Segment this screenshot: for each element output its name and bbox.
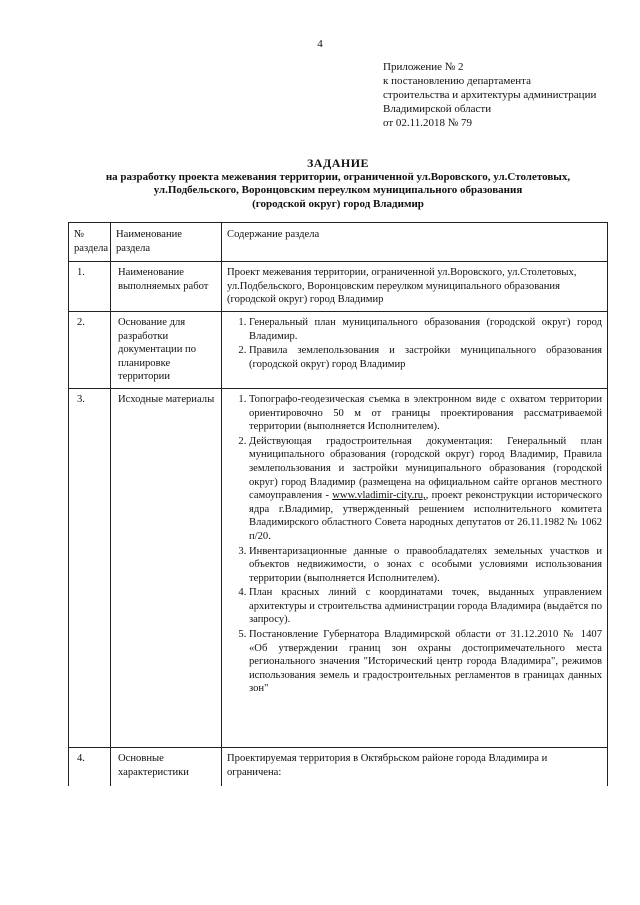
header-section-number: № раздела	[69, 223, 111, 262]
appendix-note	[383, 60, 623, 130]
section-number: 4.	[69, 747, 111, 786]
website-link[interactable]: www.vladimir-city.ru,	[332, 490, 426, 502]
title-line: ул.Подбельского, Воронцовским переулком муниципального образования	[153, 184, 523, 197]
document-title	[68, 157, 608, 211]
appendix-line: к постановлению департамента	[383, 75, 531, 87]
appendix-line: строительства и архитектуры администрации	[383, 89, 597, 101]
table-row	[69, 262, 608, 312]
title-heading: ЗАДАНИЕ	[306, 156, 370, 170]
section-content: Проект межевания территории, ограниченной ул.Воровского, ул.Столетовых, ул.Подбельского, Воронцовским переулком муниципального образования (городской округ) город Владимир	[222, 262, 608, 312]
content-list	[227, 316, 602, 371]
section-name: Наименование выполняемых работ	[111, 262, 222, 312]
list-item: 1. Генеральный план муниципального образования (городской округ) город Владимир.	[249, 316, 602, 343]
list-item: 2. Правила землепользования и застройки муниципального образования (городской округ) город Владимир	[249, 344, 602, 371]
list-item: 3. Инвентаризационные данные о правообладателях земельных участков и объектов недвижимости, о зонах с особыми условиями использования территории (выполняется Исполнителем).	[249, 545, 602, 586]
appendix-line: Приложение № 2	[383, 61, 464, 73]
table-row	[69, 388, 608, 747]
table-header-row	[69, 223, 608, 262]
title-line: (городской округ) город Владимир	[252, 197, 424, 210]
table-row	[69, 747, 608, 786]
section-content: Проектируемая территория в Октябрьском районе города Владимира и ограничена:	[222, 747, 608, 786]
section-name: Основание для разработки документации по планировке территории	[111, 311, 222, 388]
header-section-content: Содержание раздела	[222, 223, 608, 262]
content-list	[227, 393, 602, 696]
list-item-text: , проект реконструкции исторического ядра г.Владимир, утвержденный решением исполнительного комитета Владимирского областного Совета народных депутатов от 26.11.1982 № 1062 п/20.	[249, 490, 603, 542]
section-content	[222, 388, 608, 747]
list-item: 1. Топографо-геодезическая съемка в электронном виде с охватом территории ориентировочно 50 м от границы проектирования рассматриваемой территории (выполняется Исполнителем).	[249, 393, 602, 434]
list-item	[249, 435, 602, 544]
section-number: 3.	[69, 388, 111, 747]
list-item: 4. План красных линий с координатами точек, выданных управлением архитектуры и строительства администрации города Владимира (выдаётся по запросу).	[249, 586, 602, 627]
section-name: Исходные материалы	[111, 388, 222, 747]
task-table	[68, 222, 608, 786]
title-line: на разработку проекта межевания территории, ограниченной ул.Воровского, ул.Столетовых,	[105, 170, 571, 183]
appendix-line: от 02.11.2018 № 79	[383, 117, 472, 129]
section-number: 2.	[69, 311, 111, 388]
header-section-name: Наименование раздела	[111, 223, 222, 262]
table-row	[69, 311, 608, 388]
section-content	[222, 311, 608, 388]
appendix-line: Владимирской области	[383, 103, 492, 115]
list-item-text: Действующая градостроительная документация: Генеральный план муниципального образования (городской округ) город Владимир, Правила землепользования и застройки муниципального образования (городской округ) город Владимир (размещена на официальном сайте органов местного самоуправления -	[249, 435, 602, 502]
section-number: 1.	[69, 262, 111, 312]
page-number: 4	[317, 38, 323, 50]
section-name: Основные характеристики	[111, 747, 222, 786]
list-item: 5. Постановление Губернатора Владимирской области от 31.12.2010 № 1407 «Об утверждении границ зон охраны достопримечательного места регионального значения "Исторический центр города Владимира", режимов использования земель и градостроительных регламентов в границах данных зон"	[249, 628, 602, 696]
